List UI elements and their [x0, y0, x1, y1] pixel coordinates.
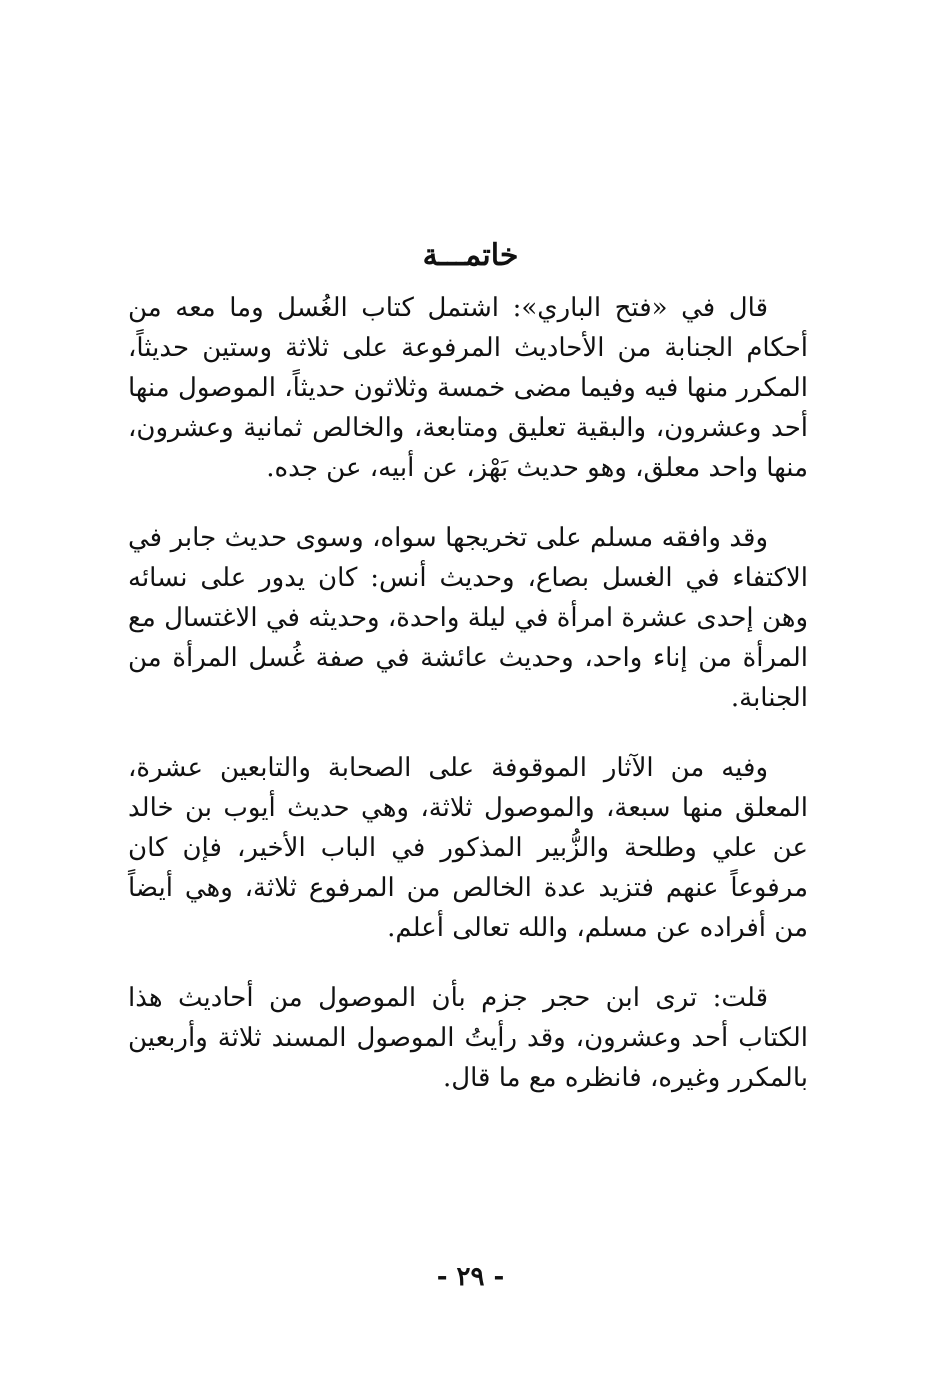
paragraph-2: وقد وافقه مسلم على تخريجها سواه، وسوى حديث جابر في الاكتفاء في الغسل بصاع، وحديث أنس: كان يدور على نسائه وهن إحدى عشرة امرأة في ليلة واحدة، وحديثه في الاغتسال مع المرأة من إناء واحد، وحديث عائشة في صفة غُسل المرأة من الجنابة. — [128, 523, 808, 713]
section-title: خاتمـــة — [422, 238, 519, 273]
paragraph-3: وفيه من الآثار الموقوفة على الصحابة والتابعين عشرة، المعلق منها سبعة، والموصول ثلاثة، وهي حديث أيوب بن خالد عن علي وطلحة والزُّبير المذكور في الباب الأخير، فإن كان مرفوعاً عنهم فتزيد عدة الخالص من المرفوع ثلاثة، وهي أيضاً من أفراده عن مسلم، والله تعالى أعلم. — [128, 753, 808, 943]
body-text — [128, 288, 808, 1128]
paragraph-4: قلت: ترى ابن حجر جزم بأن الموصول من أحاديث هذا الكتاب أحد وعشرون، وقد رأيتُ الموصول المسند ثلاثة وأربعين بالمكرر وغيره، فانظره مع ما قال. — [128, 983, 808, 1093]
paragraph-1: قال في «فتح الباري»: اشتمل كتاب الغُسل وما معه من أحكام الجنابة من الأحاديث المرفوعة على ثلاثة وستين حديثاً، المكرر منها فيه وفيما مضى خمسة وثلاثون حديثاً، الموصول منها أحد وعشرون، والبقية تعليق ومتابعة، والخالص ثمانية وعشرون، منها واحد معلق، وهو حديث بَهْز، عن أبيه، عن جده. — [128, 293, 808, 483]
page-number: - ٢٩ - — [436, 1262, 505, 1292]
